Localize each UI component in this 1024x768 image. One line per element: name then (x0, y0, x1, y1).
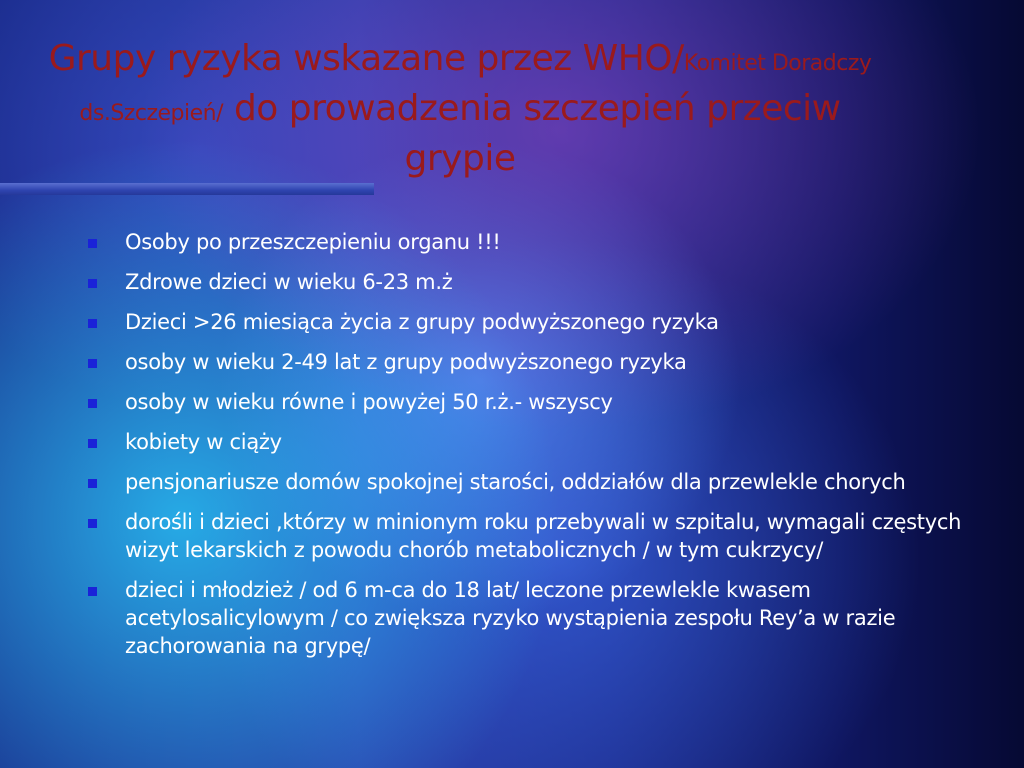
square-bullet-icon (88, 239, 97, 248)
bullet-text: pensjonariusze domów spokojnej starości, oddziałów dla przewlekle chorych (125, 470, 906, 494)
bullet-item (87, 388, 987, 416)
title-part-1: Grupy ryzyka wskazane przez WHO/ (48, 38, 684, 79)
bullet-text: dzieci i młodzież / od 6 m-ca do 18 lat/ leczone przewlekle kwasem acetylosalicylowym / co zwiększa ryzyko wystąpienia zespołu Rey’a w razie zachorowania na grypę/ (125, 578, 896, 658)
bullet-text: osoby w wieku 2-49 lat z grupy podwyższonego ryzyka (125, 350, 687, 374)
bullet-text: Dzieci >26 miesiąca życia z grupy podwyższonego ryzyka (125, 310, 719, 334)
bullet-item (87, 268, 987, 296)
square-bullet-icon (88, 439, 97, 448)
bullet-text: osoby w wieku równe i powyżej 50 r.ż.- wszyscy (125, 390, 613, 414)
bullet-text: dorośli i dzieci ,którzy w minionym roku przebywali w szpitalu, wymagali częstych wizyt lekarskich z powodu chorób metabolicznych / w tym cukrzycy/ (125, 510, 962, 562)
square-bullet-icon (88, 587, 97, 596)
square-bullet-icon (88, 319, 97, 328)
bullet-item (87, 228, 987, 256)
bullet-item (87, 428, 987, 456)
square-bullet-icon (88, 359, 97, 368)
bullet-item (87, 308, 987, 336)
bullet-item (87, 468, 987, 496)
square-bullet-icon (88, 479, 97, 488)
square-bullet-icon (88, 519, 97, 528)
bullet-item (87, 348, 987, 376)
square-bullet-icon (88, 279, 97, 288)
bullet-item (87, 576, 987, 660)
bullet-text: Zdrowe dzieci w wieku 6-23 m.ż (125, 270, 453, 294)
slide-title (20, 36, 900, 181)
bullet-text: kobiety w ciąży (125, 430, 282, 454)
title-part-3: do prowadzenia szczepień przeciw grypie (223, 88, 841, 179)
bullet-item (87, 508, 987, 564)
title-part-2-small: Komitet Doradczy ds.Szczepień/ (79, 51, 872, 126)
bullet-list (87, 228, 987, 672)
title-underline-bar (0, 183, 374, 195)
bullet-text: Osoby po przeszczepieniu organu !!! (125, 230, 501, 254)
square-bullet-icon (88, 399, 97, 408)
